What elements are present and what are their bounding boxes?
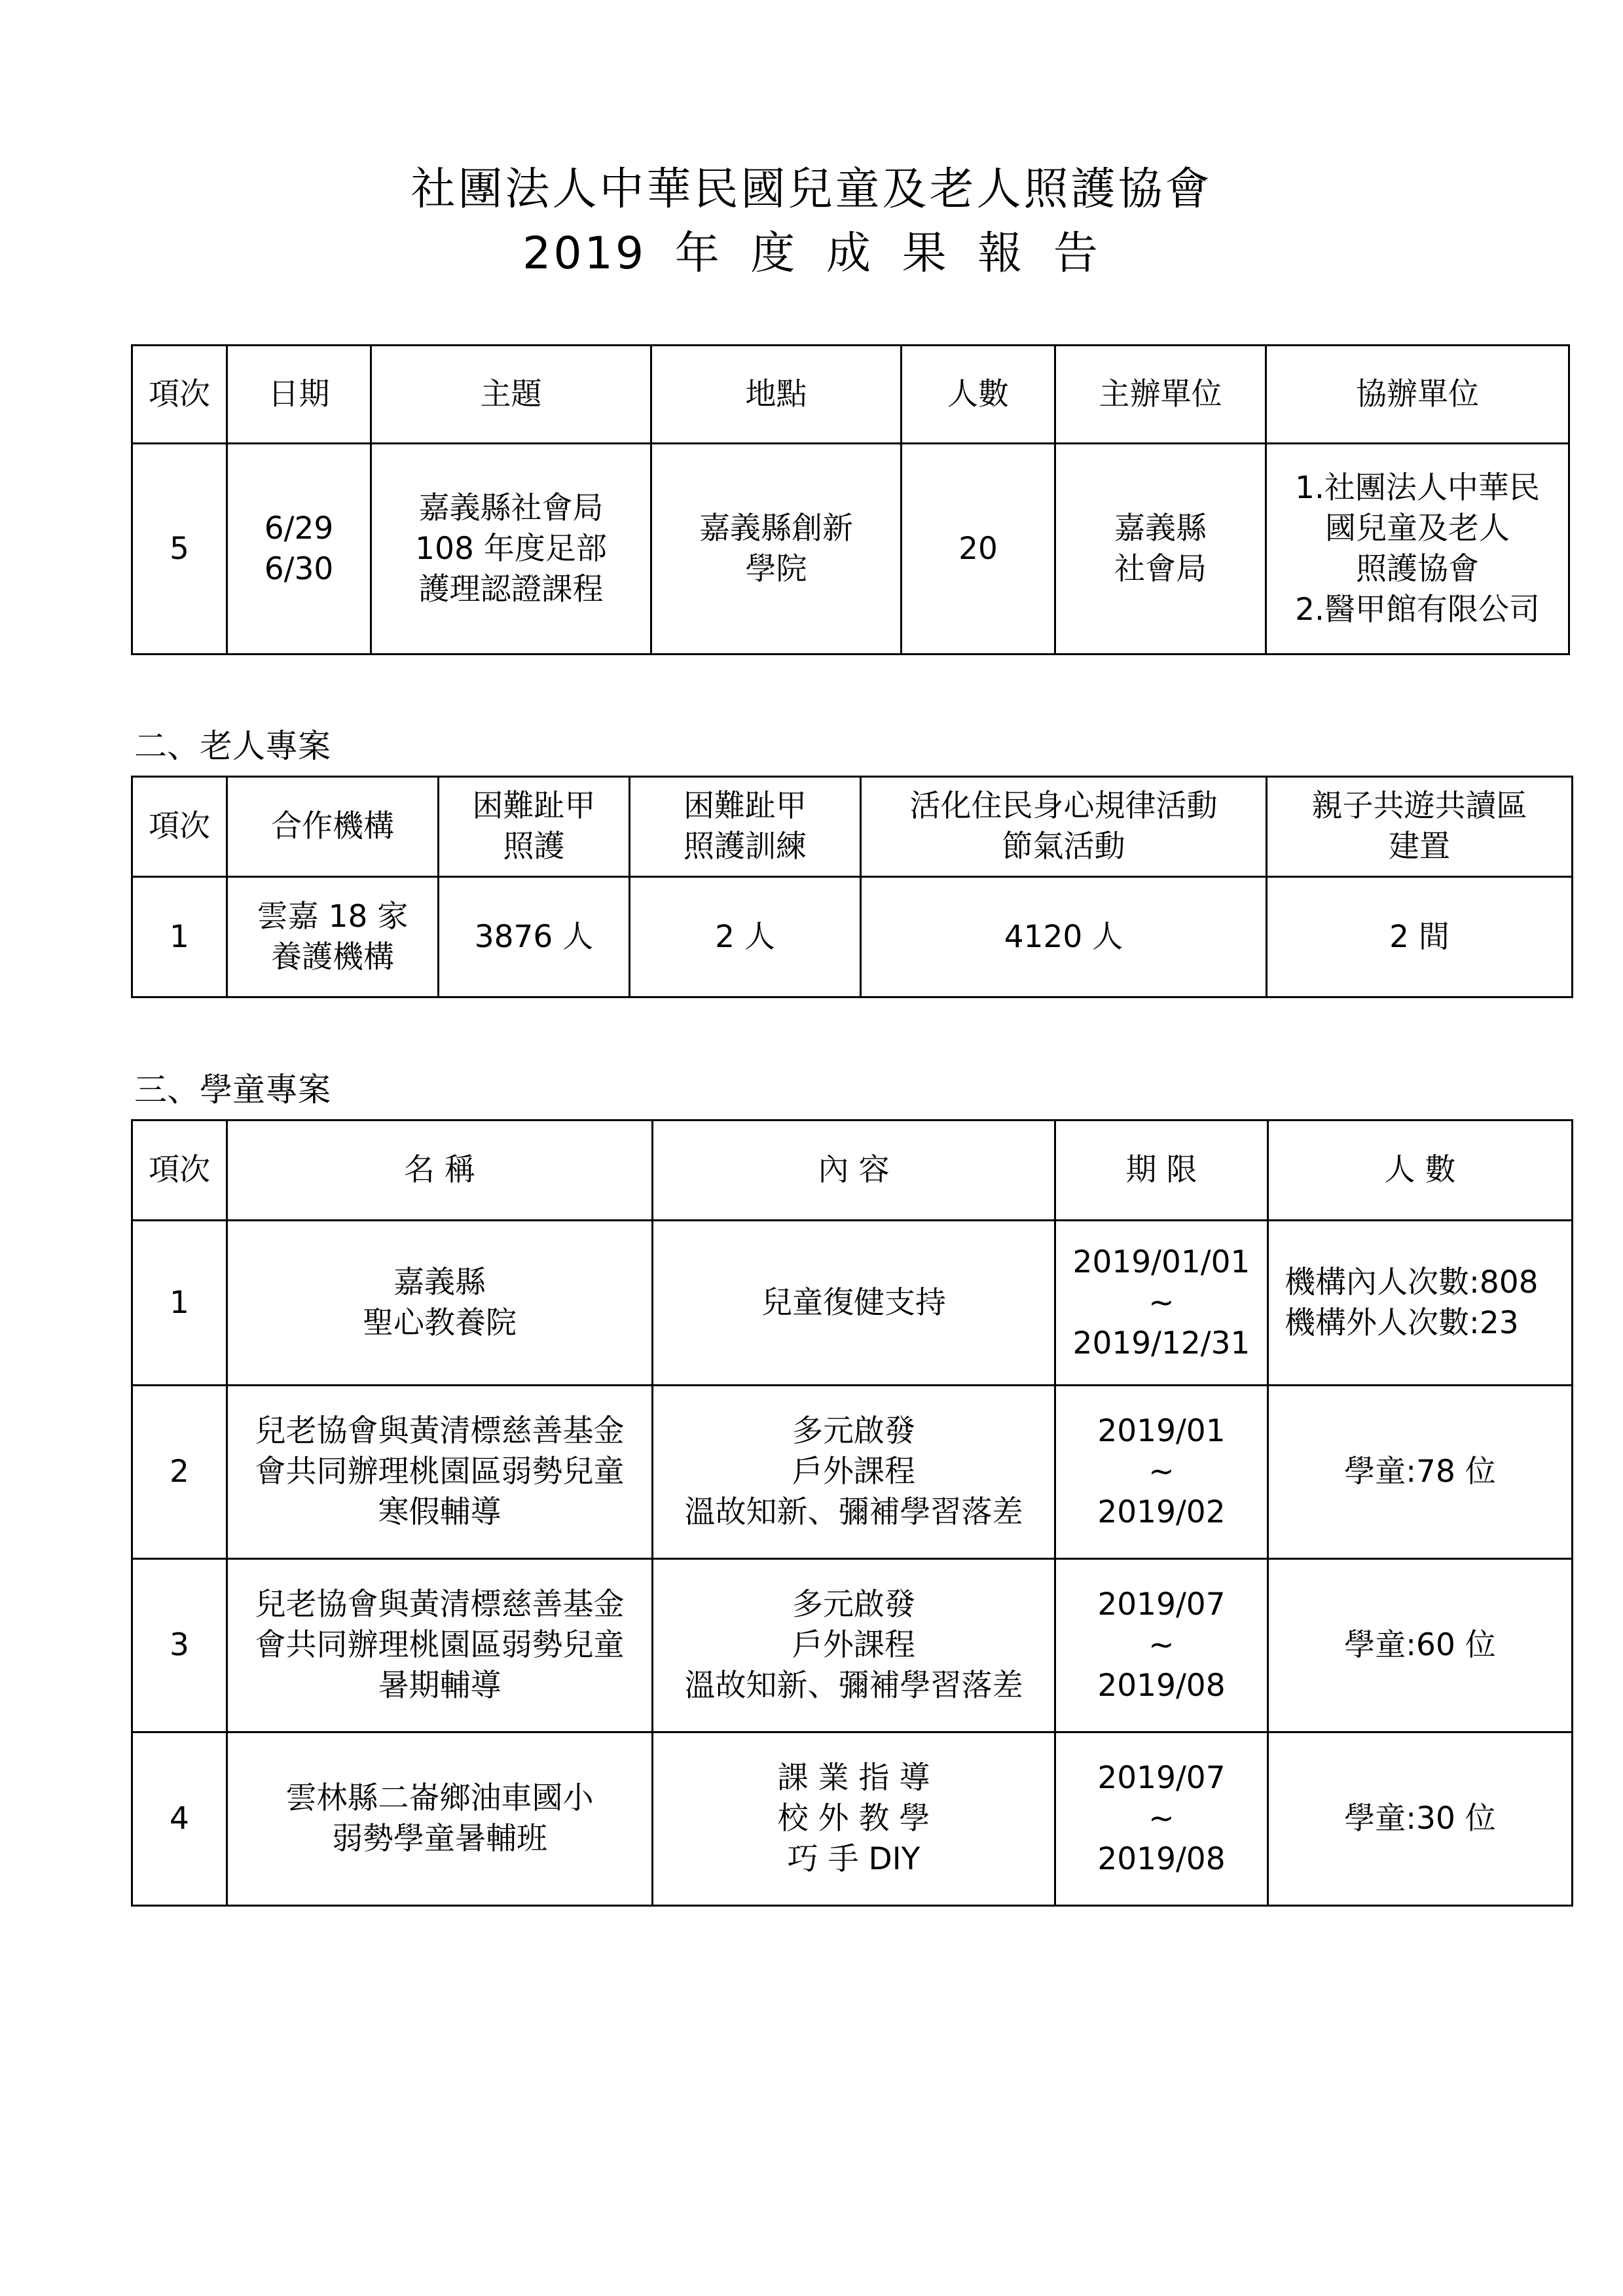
section-heading-students: 三、學童專案 [134, 1071, 331, 1109]
table-header-row [132, 346, 1569, 444]
table-cell: 多元啟發 戶外課程 溫故知新、彌補學習落差 [653, 1386, 1055, 1559]
table-cell: 5 [132, 444, 227, 655]
table-header-row [132, 777, 1573, 877]
section-heading-elderly: 二、老人專案 [134, 727, 331, 765]
header-cell: 內 容 [653, 1121, 1055, 1221]
table-row [132, 877, 1573, 997]
table-cell: 多元啟發 戶外課程 溫故知新、彌補學習落差 [653, 1559, 1055, 1732]
table-cell: 20 [902, 444, 1055, 655]
table-cell: 4120 人 [861, 877, 1267, 997]
table-cell: 1 [132, 1221, 227, 1386]
student-project-table [131, 1119, 1573, 1907]
header-cell: 主辦單位 [1055, 346, 1266, 444]
header-cell: 期 限 [1055, 1121, 1268, 1221]
header-cell: 主題 [371, 346, 651, 444]
table-row [132, 1559, 1573, 1732]
header-cell: 人數 [902, 346, 1055, 444]
table-cell: 2019/07 ~ 2019/08 [1055, 1732, 1268, 1906]
table-cell: 2019/01 ~ 2019/02 [1055, 1386, 1268, 1559]
table-cell: 學童:30 位 [1268, 1732, 1573, 1906]
elderly-project-table [131, 776, 1573, 998]
table-cell: 雲嘉 18 家 養護機構 [227, 877, 439, 997]
table-cell: 1.社團法人中華民 國兒童及老人 照護協會 2.醫甲館有限公司 [1266, 444, 1569, 655]
table-cell: 學童:78 位 [1268, 1386, 1573, 1559]
header-cell: 人 數 [1268, 1121, 1573, 1221]
table-cell: 課 業 指 導 校 外 教 學 巧 手 DIY [653, 1732, 1055, 1906]
table-row [132, 1732, 1573, 1906]
table-cell: 兒童復健支持 [653, 1221, 1055, 1386]
event-table [131, 344, 1570, 655]
header-cell: 合作機構 [227, 777, 439, 877]
table-cell: 2 [132, 1386, 227, 1559]
header-cell: 困難趾甲 照護 [439, 777, 630, 877]
header-cell: 地點 [651, 346, 902, 444]
header-cell: 日期 [227, 346, 371, 444]
table-cell: 2 間 [1267, 877, 1573, 997]
header-cell: 項次 [132, 1121, 227, 1221]
table-cell: 機構內人次數:808 機構外人次數:23 [1268, 1221, 1573, 1386]
header-cell: 困難趾甲 照護訓練 [630, 777, 861, 877]
table-header-row [132, 1121, 1573, 1221]
header-cell: 活化住民身心規律活動 節氣活動 [861, 777, 1267, 877]
header-cell: 項次 [132, 346, 227, 444]
table-row [132, 1386, 1573, 1559]
table-cell: 1 [132, 877, 227, 997]
table-cell: 3876 人 [439, 877, 630, 997]
header-cell: 協辦單位 [1266, 346, 1569, 444]
header-cell: 項次 [132, 777, 227, 877]
table-cell: 兒老協會與黃清標慈善基金 會共同辦理桃園區弱勢兒童 暑期輔導 [227, 1559, 653, 1732]
table-row [132, 1221, 1573, 1386]
table-cell: 嘉義縣創新 學院 [651, 444, 902, 655]
table-cell: 2019/07 ~ 2019/08 [1055, 1559, 1268, 1732]
table-cell: 學童:60 位 [1268, 1559, 1573, 1732]
table-cell: 2019/01/01 ~ 2019/12/31 [1055, 1221, 1268, 1386]
table-cell: 6/29 6/30 [227, 444, 371, 655]
report-title: 社團法人中華民國兒童及老人照護協會 [410, 164, 1213, 215]
header-cell: 名 稱 [227, 1121, 653, 1221]
table-cell: 3 [132, 1559, 227, 1732]
table-row [132, 444, 1569, 655]
table-cell: 嘉義縣 社會局 [1055, 444, 1266, 655]
header-cell: 親子共遊共讀區 建置 [1267, 777, 1573, 877]
table-cell: 嘉義縣社會局 108 年度足部 護理認證課程 [371, 444, 651, 655]
report-subtitle: 2019 年 度 成 果 報 告 [522, 228, 1101, 279]
table-cell: 兒老協會與黃清標慈善基金 會共同辦理桃園區弱勢兒童 寒假輔導 [227, 1386, 653, 1559]
table-cell: 2 人 [630, 877, 861, 997]
table-cell: 4 [132, 1732, 227, 1906]
table-cell: 嘉義縣 聖心教養院 [227, 1221, 653, 1386]
table-cell: 雲林縣二崙鄉油車國小 弱勢學童暑輔班 [227, 1732, 653, 1906]
